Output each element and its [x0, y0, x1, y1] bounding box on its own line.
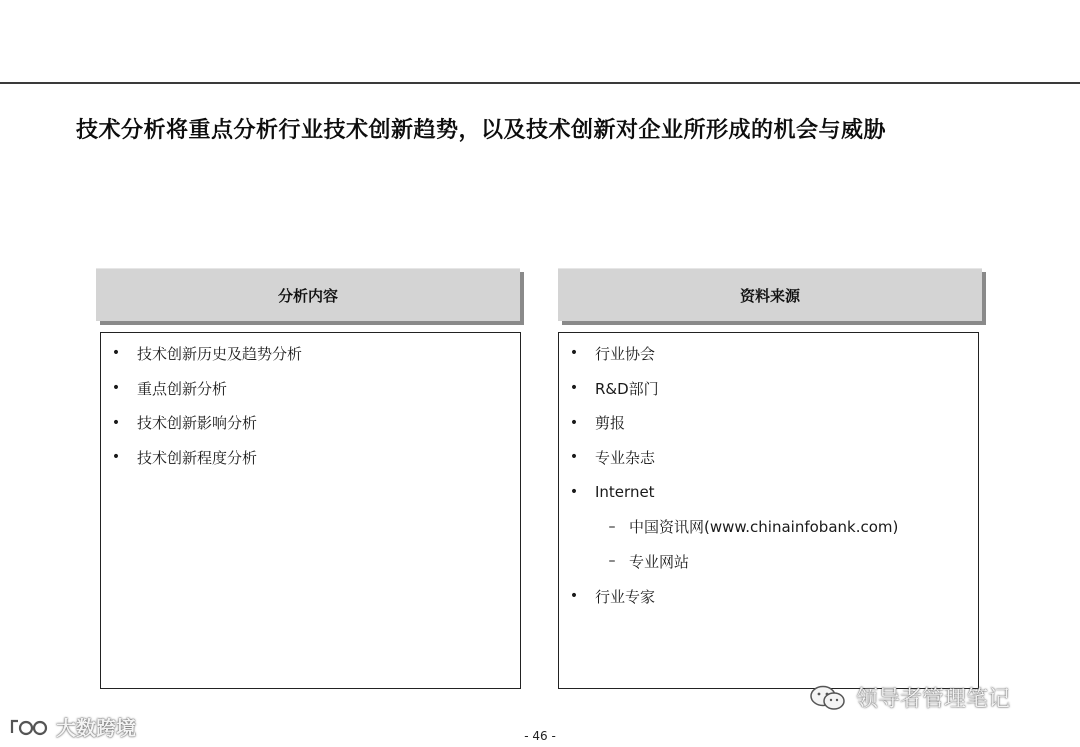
- watermark-left-text: 大数跨境: [56, 716, 136, 740]
- left-panel-header-label: 分析内容: [277, 286, 338, 305]
- bullet-marker: •: [569, 588, 579, 605]
- bullet-marker: •: [111, 449, 121, 466]
- sub-list-item-text: 中国资讯网(www.chinainfobank.com): [629, 518, 899, 537]
- list-item-text: 技术创新影响分析: [137, 414, 258, 433]
- page-number: - 46 -: [524, 729, 556, 743]
- bullet-marker: •: [111, 345, 121, 362]
- bullet-marker: •: [569, 449, 579, 466]
- sub-list-item-text: 专业网站: [629, 552, 690, 571]
- list-item-text: R&D部门: [595, 379, 659, 398]
- list-item-text: 技术创新历史及趋势分析: [137, 344, 303, 363]
- bullet-marker: •: [569, 345, 579, 362]
- bullet-marker: •: [569, 380, 579, 397]
- list-item-text: Internet: [595, 483, 655, 502]
- list-item-text: 剪报: [595, 414, 626, 433]
- wechat-icon: [808, 683, 848, 713]
- right-panel-header: [558, 268, 982, 321]
- watermark-right: [808, 682, 1010, 713]
- watermark-right-text: 领导者管理笔记: [856, 687, 1011, 712]
- left-panel-box: [100, 332, 521, 689]
- bullet-marker: •: [569, 484, 579, 501]
- list-item-text: 行业专家: [595, 587, 656, 606]
- list-item-text: 重点创新分析: [137, 379, 228, 398]
- top-divider-line: [0, 82, 1080, 84]
- bullet-marker: •: [569, 414, 579, 431]
- right-panel-box: [558, 332, 979, 689]
- left-panel-header: [96, 268, 520, 321]
- dash-marker: –: [608, 553, 616, 570]
- list-item-text: 行业协会: [595, 344, 656, 363]
- list-item-text: 技术创新程度分析: [137, 448, 258, 467]
- bullet-marker: •: [111, 380, 121, 397]
- dash-marker: –: [608, 518, 616, 535]
- slide-title: 技术分析将重点分析行业技术创新趋势，以及技术创新对企业所形成的机会与威胁: [76, 118, 887, 143]
- list-item-text: 专业杂志: [595, 448, 656, 467]
- right-panel-header-label: 资料来源: [739, 286, 800, 305]
- bullet-marker: •: [111, 414, 121, 431]
